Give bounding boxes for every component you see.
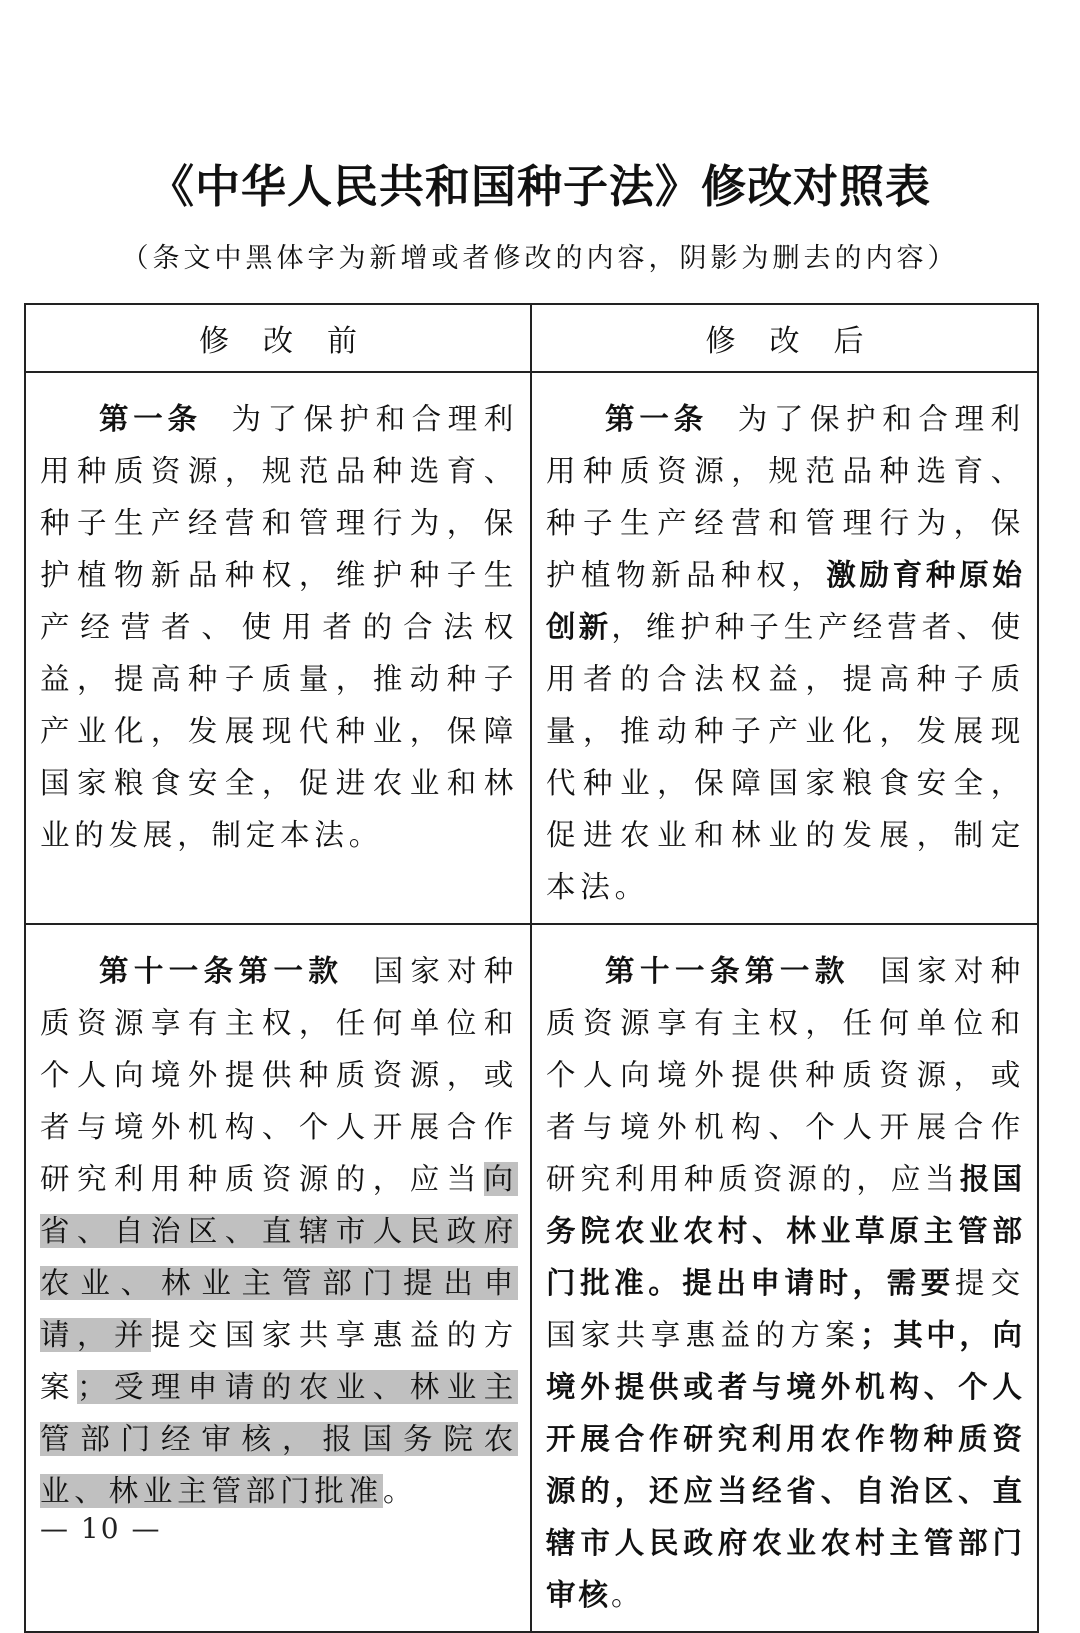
added-text: 激励育种原始创新 bbox=[546, 558, 1025, 644]
comparison-table bbox=[24, 303, 1039, 1633]
deleted-text: 向省、自治区、直辖市人民政府农业、林业主管部门提出申请，并 bbox=[40, 1162, 518, 1352]
article-text: 国家对种质资源享有主权，任何单位和个人向境外提供种质资源，或者与境外机构、个人开展合作研究利用种质资源的，应当 bbox=[40, 954, 518, 1196]
table-row bbox=[25, 924, 1038, 1632]
deleted-text: ；受理申请的农业、林业主管部门经审核，报国务院农业、林业主管部门批准 bbox=[40, 1370, 518, 1508]
article-text: 提交国家共享惠益的方案 bbox=[546, 1266, 1025, 1352]
cell-after-article-1 bbox=[531, 372, 1038, 924]
header-before: 修改前 bbox=[25, 304, 531, 372]
header-after: 修改后 bbox=[531, 304, 1038, 372]
article-text: 为了保护和合理利用种质资源，规范品种选育、种子生产经营和管理行为，保护植物新品种权，维护种子生产经营者、使用者的合法权益，提高种子质量，推动种子产业化，发展现代种业，保障国家粮食安全，促进农业和林业的发展，制定本法。 bbox=[40, 402, 518, 852]
page-title: 《中华人民共和国种子法》修改对照表 bbox=[148, 160, 931, 213]
article-label: 第十一条第一款 bbox=[99, 954, 344, 988]
added-text: ；其中，向境外提供或者与境外机构、个人开展合作研究利用农作物种质资源的，还应当经省、自治区、直辖市人民政府农业农村主管部门审核 bbox=[546, 1318, 1025, 1612]
article-text: 国家对种质资源享有主权，任何单位和个人向境外提供种质资源，或者与境外机构、个人开展合作研究利用种质资源的，应当 bbox=[546, 954, 1025, 1196]
article-text: 。 bbox=[383, 1474, 418, 1508]
article-text: ，维护种子生产经营者、使用者的合法权益，提高种子质量，推动种子产业化，发展现代种业，保障国家粮食安全，促进农业和林业的发展，制定本法。 bbox=[546, 610, 1025, 904]
article-label: 第一条 bbox=[605, 402, 708, 436]
added-text: 报国务院农业农村、林业草原主管部门批准。提出申请时，需要 bbox=[546, 1162, 1025, 1300]
article-text: 为了保护和合理利用种质资源，规范品种选育、种子生产经营和管理行为，保护植物新品种权， bbox=[546, 402, 1025, 592]
cell-before-article-1 bbox=[25, 372, 531, 924]
cell-after-article-11 bbox=[531, 924, 1038, 1632]
table-row bbox=[25, 372, 1038, 924]
page-number: 10 bbox=[80, 1512, 121, 1545]
table-header-row bbox=[25, 304, 1038, 372]
page-footer: — 10 — bbox=[40, 1512, 162, 1545]
article-label: 第一条 bbox=[99, 402, 202, 436]
article-text: 。 bbox=[611, 1578, 646, 1612]
article-text: 提交国家共享惠益的方案 bbox=[40, 1318, 518, 1404]
article-label: 第十一条第一款 bbox=[605, 954, 850, 988]
page-subtitle: （条文中黑体字为新增或者修改的内容，阴影为删去的内容） bbox=[121, 243, 959, 274]
